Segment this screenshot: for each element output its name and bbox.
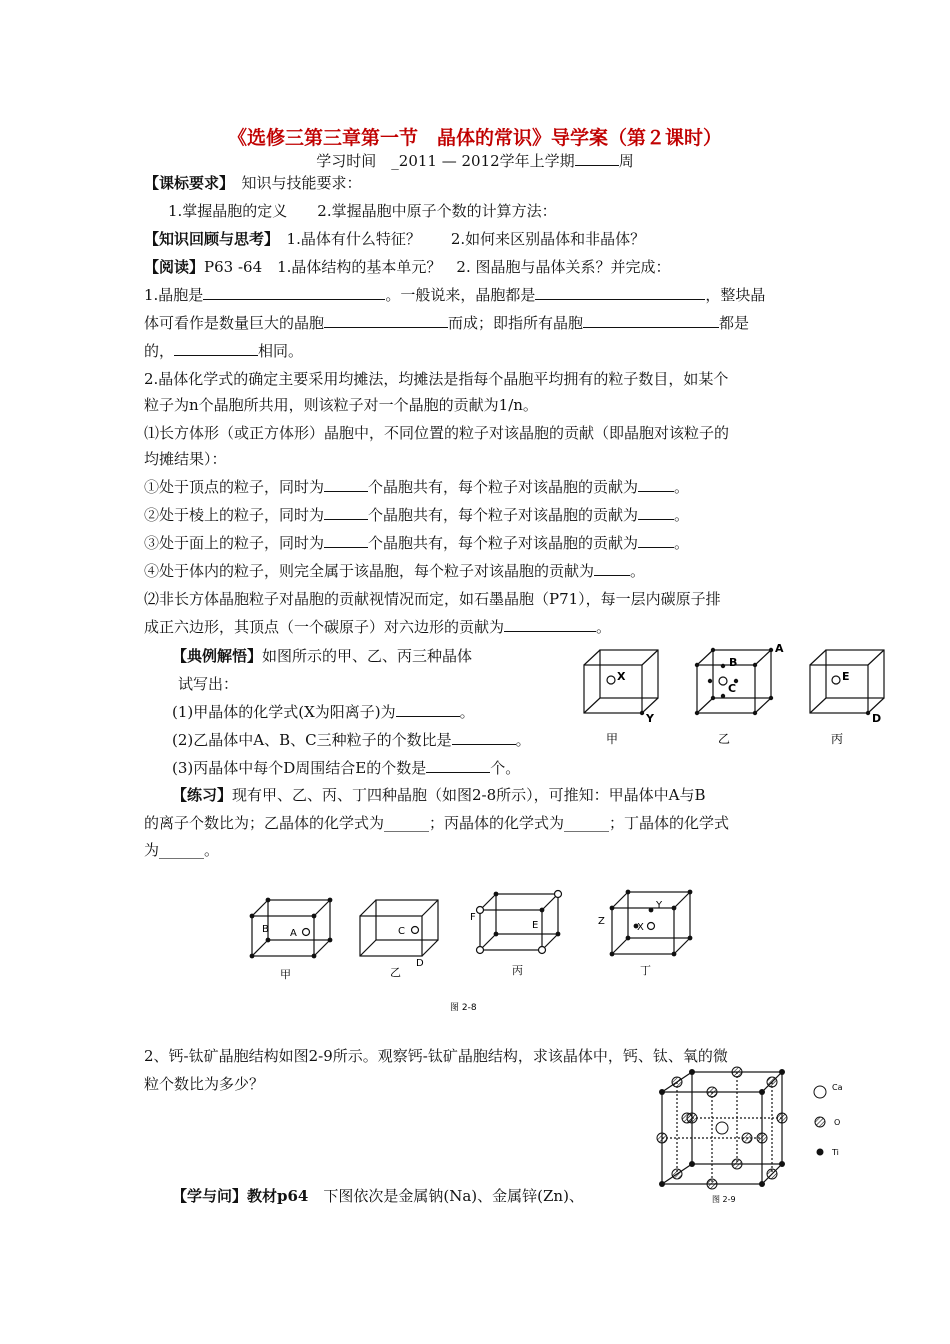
label-x: X [617, 670, 626, 683]
legend-o-symbol [815, 1117, 825, 1127]
page-title: 《选修三第三章第一节 晶体的常识》导学案（第２课时） [227, 127, 722, 149]
body-line [144, 561, 645, 581]
text: 。 [674, 534, 690, 552]
fig-label-yi: 乙 [718, 732, 731, 746]
text: 都是 [719, 314, 750, 332]
text: 成正六边形，其顶点（一个碳原子）对六边形的贡献为 [144, 618, 505, 636]
particle-c [719, 677, 727, 685]
q1-line [172, 702, 475, 722]
example-line [172, 646, 472, 666]
fill-line-3 [144, 341, 303, 361]
text: 。 [674, 478, 690, 496]
text: 相同。 [258, 342, 304, 360]
text: 而成；即指所有晶胞 [448, 314, 584, 332]
practice-head: 【练习】 [172, 786, 233, 804]
text: 。 [674, 506, 690, 524]
fig-label-ding: 丁 [640, 964, 651, 977]
fill-line-2 [144, 313, 749, 333]
study-time-suffix: 周 [618, 152, 634, 170]
blank [426, 758, 490, 773]
blank [324, 533, 368, 548]
label-y: Y [656, 900, 663, 911]
text: ②处于棱上的粒子，同时为 [144, 506, 325, 524]
text: 个晶胞共有，每个粒子对该晶胞的贡献为 [368, 478, 639, 496]
example-text: 如图所示的甲、乙、丙三种晶体 [262, 647, 473, 665]
blank [324, 313, 448, 328]
label-d: D [872, 712, 882, 725]
text: 个。 [490, 759, 521, 777]
week-blank [575, 151, 619, 166]
text-line: ⑴长方体形（或正方体形）晶胞中，不同位置的粒子对该晶胞的贡献（即晶胞对该粒子的 [144, 424, 730, 442]
learn-ask-text: 下图依次是金属钠(Na)、金属锌(Zn)、 [308, 1187, 584, 1205]
fig-label-jia: 甲 [606, 732, 619, 746]
label-z: Z [598, 916, 605, 927]
legend-ca-symbol [814, 1086, 826, 1098]
example-head: 【典例解悟】 [172, 647, 263, 665]
text: 个晶胞共有，每个粒子对该晶胞的贡献为 [368, 506, 639, 524]
curriculum-line [144, 173, 362, 193]
text: 。 [596, 618, 612, 636]
q2-line [172, 730, 531, 750]
text-line: 2、钙-钛矿晶胞结构如图2-9所示。观察钙-钛矿晶胞结构，求该晶体中，钙、钛、氧的微 [144, 1047, 728, 1065]
curriculum-head: 【课标要求】 [144, 174, 227, 192]
fig-label-yi: 乙 [390, 966, 401, 979]
figure-2-8 [240, 880, 710, 1020]
legend-ti: Ti [832, 1148, 839, 1157]
text-line: 为______。 [144, 841, 220, 859]
text: ③处于面上的粒子，同时为 [144, 534, 325, 552]
review-head: 【知识回顾与思考】 [144, 230, 272, 248]
label-y: Y [646, 712, 654, 725]
label-c: C [398, 926, 405, 937]
label-c: C [728, 682, 737, 695]
legend-ca: Ca [832, 1083, 843, 1092]
label-e: E [532, 920, 539, 931]
text: 的， [144, 342, 175, 360]
particle-x [607, 676, 615, 684]
blank [638, 505, 674, 520]
vertex-line [144, 477, 689, 497]
text-line: 均摊结果）： [144, 450, 227, 468]
blank [324, 477, 368, 492]
practice-text: 现有甲、乙、丙、丁四种晶胞（如图2-8所示），可推知：甲晶体中A与B [232, 786, 706, 804]
figure-caption: 图 2-9 [712, 1195, 736, 1204]
blank [324, 505, 368, 520]
blank [174, 341, 258, 356]
edge-line [144, 505, 689, 525]
text-line: 粒个数比为多少？ [144, 1075, 265, 1093]
blank [583, 313, 719, 328]
label-e: E [842, 670, 850, 683]
example-figure [570, 640, 900, 750]
text: 1.晶胞是 [144, 286, 204, 304]
blank [638, 477, 674, 492]
fig-label-bing: 丙 [831, 732, 844, 746]
figure-2-9 [650, 1062, 860, 1212]
text-line: 粒子为n个晶胞所共用，则该粒子对一个晶胞的贡献为1/n。 [144, 396, 538, 414]
blank [396, 702, 460, 717]
text-line: ⑵非长方体晶胞粒子对晶胞的贡献视情况而定，如石墨晶胞（P71），每一层内碳原子排 [144, 590, 721, 608]
learn-ask-head: 【学与问】教材p64 [172, 1187, 309, 1205]
graphite-line [144, 617, 611, 637]
learn-ask-line [172, 1186, 584, 1206]
label-b: B [729, 656, 738, 669]
curriculum-text: 知识与技能要求： [241, 174, 362, 192]
q3-line [172, 758, 520, 778]
label-f: F [470, 912, 476, 923]
blank [504, 617, 596, 632]
text: (2)乙晶体中A、B、C三种粒子的个数比是 [172, 731, 452, 749]
practice-line [172, 785, 706, 805]
text: ，整块晶 [705, 286, 766, 304]
text: 。 [459, 703, 475, 721]
text: 体可看作是数量巨大的晶胞 [144, 314, 325, 332]
reading-line [144, 257, 671, 277]
blank [535, 285, 705, 300]
label-a: A [775, 642, 784, 655]
goals-line: 1.掌握晶胞的定义 2.掌握晶胞中原子个数的计算方法： [168, 202, 557, 220]
legend-o: O [834, 1118, 841, 1127]
text: (3)丙晶体中每个D周围结合E的个数是 [172, 759, 427, 777]
reading-head: 【阅读】 [144, 258, 205, 276]
particle-e [832, 676, 840, 684]
text-line: 的离子个数比为；乙晶体的化学式为______；丙晶体的化学式为______；丁晶体的化学式 [144, 814, 730, 832]
face-line [144, 533, 689, 553]
study-time [0, 150, 950, 171]
text: (1)甲晶体的化学式(X为阳离子)为 [172, 703, 396, 721]
review-text: 1.晶体有什么特征？ 2.如何来区别晶体和非晶体？ [286, 230, 646, 248]
fig-label-jia: 甲 [280, 968, 291, 981]
text: 个晶胞共有，每个粒子对该晶胞的贡献为 [368, 534, 639, 552]
label-d: D [416, 958, 424, 969]
blank [203, 285, 385, 300]
review-line [144, 229, 645, 249]
reading-text: P63 -64 1.晶体结构的基本单元？ 2. 图晶胞与晶体关系？并完成： [204, 258, 671, 276]
text: 。 [630, 562, 646, 580]
label-a: A [290, 928, 297, 939]
text: 。 [515, 731, 531, 749]
blank [452, 730, 516, 745]
legend-ti-symbol [817, 1149, 824, 1156]
figure-caption: 图 2-8 [450, 1003, 477, 1013]
blank [638, 533, 674, 548]
label-x: X [637, 922, 644, 933]
fill-line-1 [144, 285, 765, 305]
text: ④处于体内的粒子，则完全属于该晶胞，每个粒子对该晶胞的贡献为 [144, 562, 595, 580]
text: ①处于顶点的粒子，同时为 [144, 478, 325, 496]
text-line: 试写出： [178, 675, 239, 693]
fig-label-bing: 丙 [512, 964, 523, 977]
text-line: 2.晶体化学式的确定主要采用均摊法，均摊法是指每个晶胞平均拥有的粒子数目，如某个 [144, 370, 729, 388]
text: 。一般说来，晶胞都是 [385, 286, 536, 304]
label-b: B [262, 924, 269, 935]
blank [594, 561, 630, 576]
study-time-prefix: 学习时间 _2011 — 2012学年上学期 [316, 152, 575, 170]
